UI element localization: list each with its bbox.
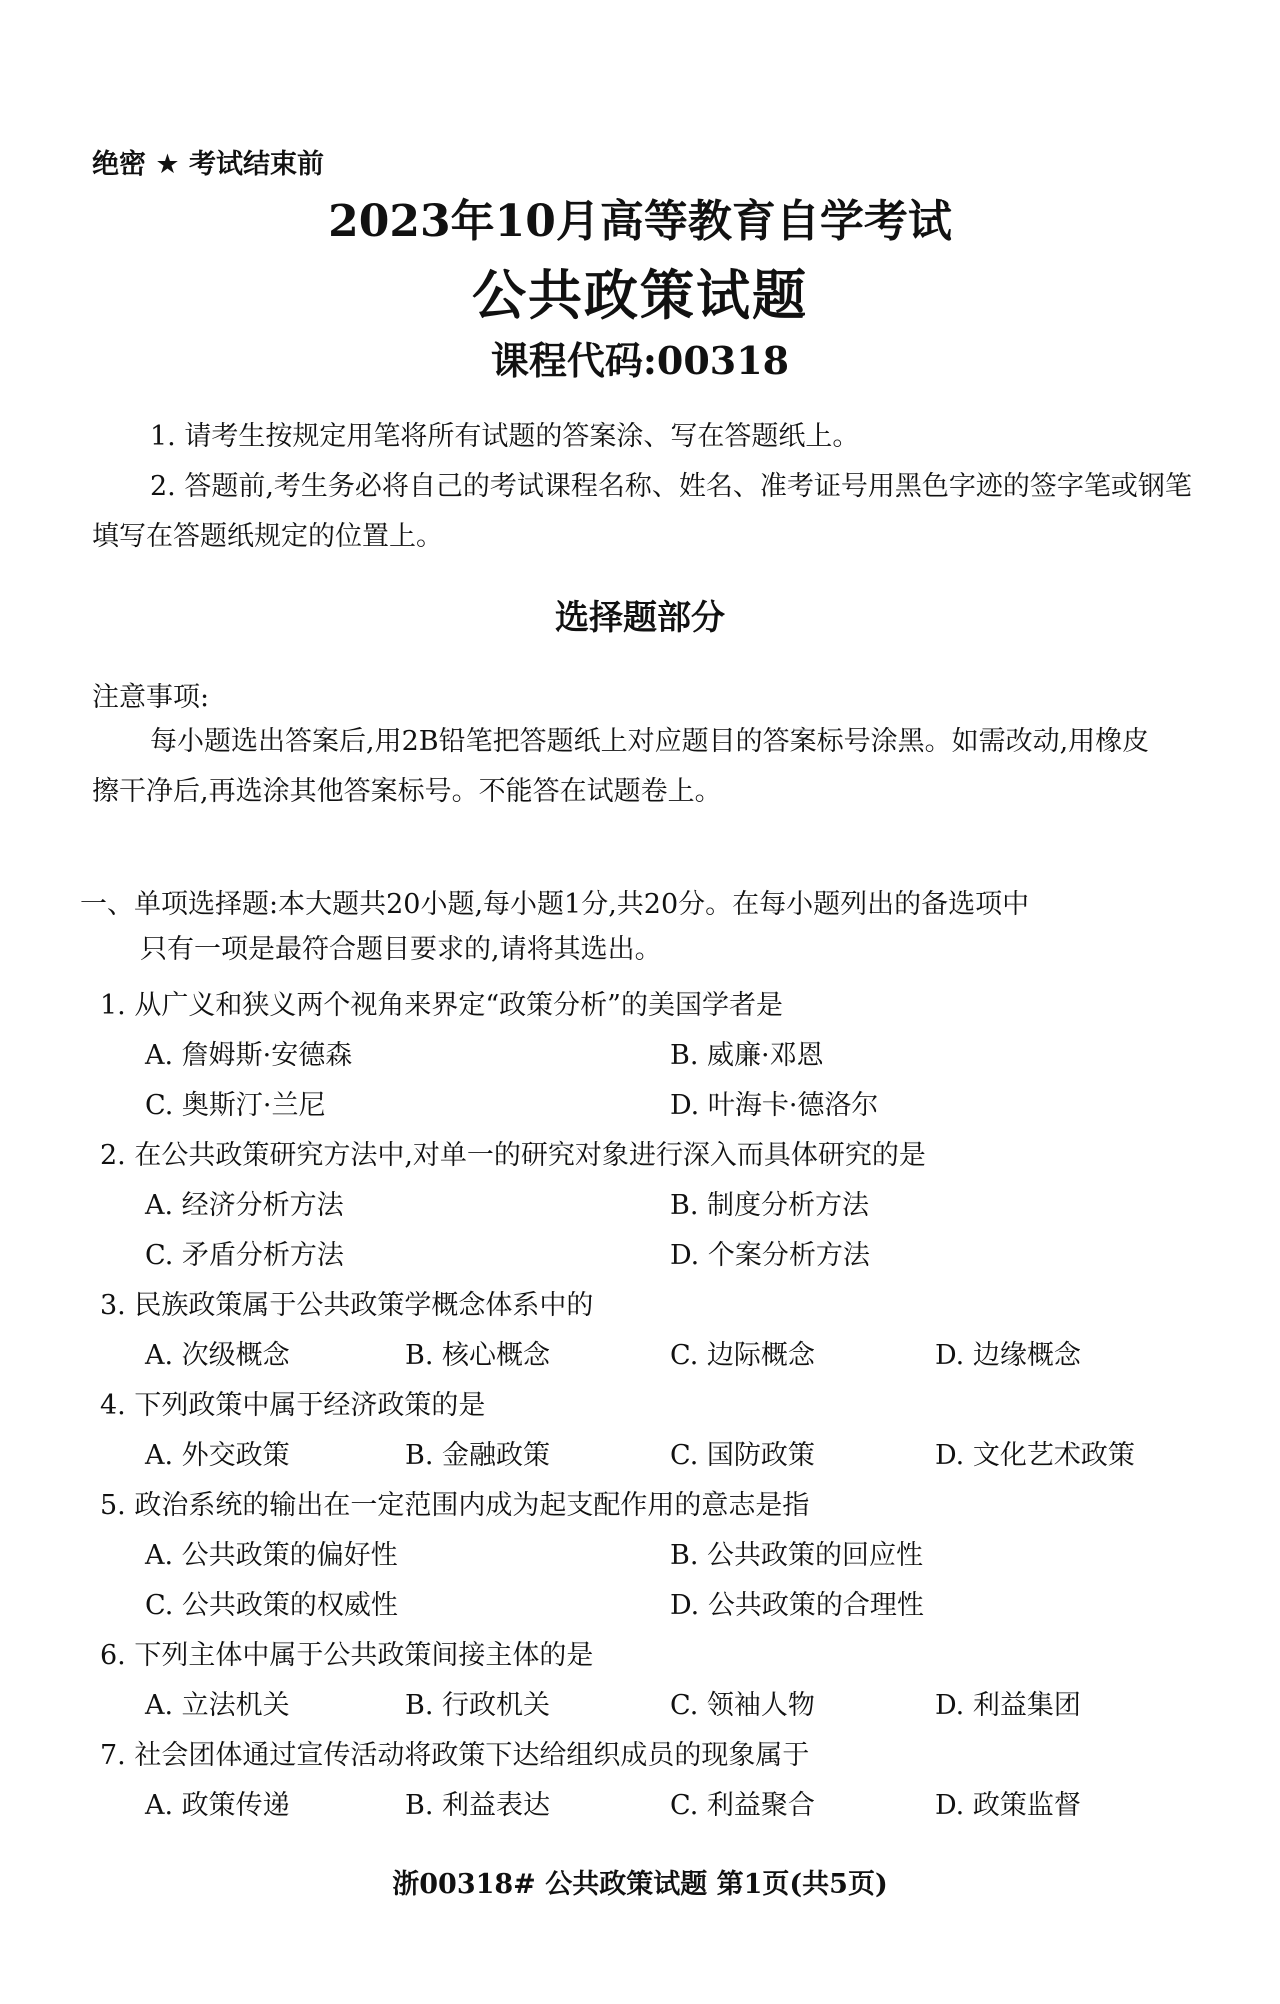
option: D. 公共政策的合理性 — [670, 1590, 924, 1621]
option: C. 利益聚合 — [670, 1790, 815, 1821]
option: A. 政策传递 — [145, 1790, 290, 1821]
section-heading: 选择题部分 — [555, 598, 725, 638]
confidential-mark: 绝密 ★ 考试结束前 — [92, 149, 325, 180]
option: C. 矛盾分析方法 — [145, 1240, 344, 1271]
option: A. 次级概念 — [145, 1340, 290, 1371]
option: D. 个案分析方法 — [670, 1240, 870, 1271]
option: C. 领袖人物 — [670, 1690, 815, 1721]
option: B. 威廉·邓恩 — [670, 1040, 824, 1071]
option: D. 边缘概念 — [935, 1340, 1081, 1371]
option: B. 核心概念 — [405, 1340, 551, 1371]
page-footer: 浙00318# 公共政策试题 第1页(共5页) — [392, 1869, 888, 1900]
exam-title: 2023年10月高等教育自学考试 — [328, 196, 952, 247]
question-stem: 4. 下列政策中属于经济政策的是 — [100, 1390, 486, 1421]
option: A. 公共政策的偏好性 — [145, 1540, 398, 1571]
option: A. 詹姆斯·安德森 — [145, 1040, 353, 1071]
question-stem: 6. 下列主体中属于公共政策间接主体的是 — [100, 1640, 594, 1671]
question-stem: 1. 从广义和狭义两个视角来界定“政策分析”的美国学者是 — [100, 990, 783, 1021]
option: B. 行政机关 — [405, 1690, 551, 1721]
option: B. 金融政策 — [405, 1440, 551, 1471]
option: B. 公共政策的回应性 — [670, 1540, 924, 1571]
option: C. 公共政策的权威性 — [145, 1590, 398, 1621]
option: C. 边际概念 — [670, 1340, 815, 1371]
part1-heading-continued: 只有一项是最符合题目要求的,请将其选出。 — [140, 934, 662, 965]
option: D. 利益集团 — [935, 1690, 1081, 1721]
question-stem: 7. 社会团体通过宣传活动将政策下达给组织成员的现象属于 — [100, 1740, 810, 1771]
question-stem: 5. 政治系统的输出在一定范围内成为起支配作用的意志是指 — [100, 1490, 810, 1521]
course-code: 课程代码:00318 — [490, 338, 790, 383]
notes-line-2: 擦干净后,再选涂其他答案标号。不能答在试题卷上。 — [92, 776, 722, 807]
option: C. 奥斯汀·兰尼 — [145, 1090, 326, 1121]
option: A. 立法机关 — [145, 1690, 290, 1721]
option: A. 经济分析方法 — [145, 1190, 344, 1221]
question-stem: 3. 民族政策属于公共政策学概念体系中的 — [100, 1290, 594, 1321]
part1-heading: 一、单项选择题:本大题共20小题,每小题1分,共20分。在每小题列出的备选项中 — [80, 889, 1030, 920]
option: B. 制度分析方法 — [670, 1190, 870, 1221]
option: C. 国防政策 — [670, 1440, 815, 1471]
option: D. 叶海卡·德洛尔 — [670, 1090, 879, 1121]
option: B. 利益表达 — [405, 1790, 551, 1821]
question-stem: 2. 在公共政策研究方法中,对单一的研究对象进行深入而具体研究的是 — [100, 1140, 926, 1171]
option: A. 外交政策 — [145, 1440, 290, 1471]
notes-label: 注意事项: — [92, 682, 210, 713]
option: D. 政策监督 — [935, 1790, 1081, 1821]
notes-line-1: 每小题选出答案后,用2B铅笔把答题纸上对应题目的答案标号涂黑。如需改动,用橡皮 — [150, 726, 1150, 757]
option: D. 文化艺术政策 — [935, 1440, 1135, 1471]
instruction-2-continued: 填写在答题纸规定的位置上。 — [92, 521, 443, 552]
instruction-2: 2. 答题前,考生务必将自己的考试课程名称、姓名、准考证号用黑色字迹的签字笔或钢笔 — [150, 471, 1192, 502]
subject-title: 公共政策试题 — [472, 263, 808, 327]
instruction-1: 1. 请考生按规定用笔将所有试题的答案涂、写在答题纸上。 — [150, 421, 860, 452]
